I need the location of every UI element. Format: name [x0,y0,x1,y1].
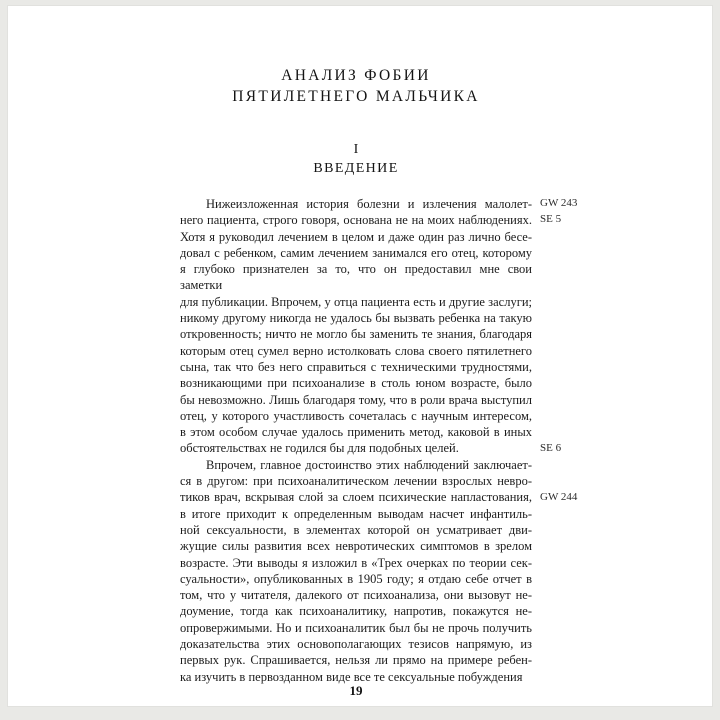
margin-note-se-6: SE 6 [540,442,562,454]
text-line: возникающими при психоанализе в столь юном возрасте, было [180,376,532,391]
paragraph-2 [180,457,532,685]
text-line: для публикации. Впрочем, у отца пациента есть и другие заслуги; [180,294,532,309]
text-line: бы невозможно. Лишь благодаря тому, что в роли врача выступил [180,392,532,407]
margin-note-se-5: SE 5 [540,213,562,225]
margin-note-gw-244: GW 244 [540,491,578,503]
text-line: Нижеизложенная история болезни и излечения малолет- [206,197,532,211]
text-line: тиков врач, вскрывая слой за слоем психические напластования, [180,490,532,505]
text-line: возрасте. Эти выводы я изложил в «Трех очерках по теории сек- [180,555,532,570]
text-line: довал с ребенком, самим лечением занимался его отец, которому [180,245,532,260]
chapter-heading [180,140,532,178]
paragraph-1 [180,196,532,457]
text-line: том, что у читателя, далекого от психоанализа, они вызовут не- [180,588,532,603]
text-line: обстоятельствах не годился бы для подобных целей. [180,441,459,456]
book-title-line-1: АНАЛИЗ ФОБИИ [281,67,431,84]
text-line: никому другому никогда не удалось бы вызвать ребенка на такую [180,311,532,326]
text-line: суальности», опубликованных в 1905 году; я отдаю себе отчет в [180,571,532,586]
text-line: Впрочем, главное достоинство этих наблюдений заключает- [206,457,532,472]
text-line: в итоге приходит к определенным выводам насчет инфантиль- [180,506,532,521]
margin-notes [540,6,610,706]
text-line: доумение, тогда как психоаналитику, напротив, покажутся не- [180,604,532,619]
text-line: я глубоко признателен за то, что он предоставил мне свои заметки [180,262,532,293]
text-line: отец, у которого участливость сочеталась с научным интересом, [180,408,532,423]
text-line: жущие силы развития всех невротических симптомов в зрелом [180,539,532,554]
text-line: в этом особом случае удалось применить метод, каковой в иных [180,425,532,440]
book-page [8,6,712,706]
text-line: ка изучить в первозданном виде все те сексуальные побуждения [180,669,523,684]
text-line: опровержимыми. Но и психоаналитик был бы не прочь получить [180,620,532,635]
text-line: откровенность; ничто не могло бы заменить те знания, благодаря [180,327,532,342]
chapter-number: I [353,142,359,157]
text-line: Хотя я руководил лечением в целом и даже один раз лично бесе- [180,229,532,244]
text-line: первых рук. Спрашивается, нельзя ли прямо на примере ребен- [180,653,532,668]
book-title-line-2: ПЯТИЛЕТНЕГО МАЛЬЧИКА [232,88,480,105]
text-line: доказательства этих основополагающих тезисов напрямую, из [180,637,532,652]
text-line: сына, так что без него справиться с техническими трудностями, [180,359,532,374]
margin-note-gw-243: GW 243 [540,197,578,209]
text-line: него пациента, строго говоря, основана не на моих наблюдениях. [180,213,532,228]
text-line: ной сексуальности, в элементах которой он усматривает дви- [180,522,532,537]
chapter-title: ВВЕДЕНИЕ [313,161,399,176]
page-number: 19 [349,683,363,698]
text-line: ся в другом: при психоаналитическом лечении взрослых невро- [180,474,532,489]
book-title [180,65,532,107]
text-column [180,196,532,685]
text-line: которым отец сумел верно истолковать слова своего пятилетнего [180,343,532,358]
